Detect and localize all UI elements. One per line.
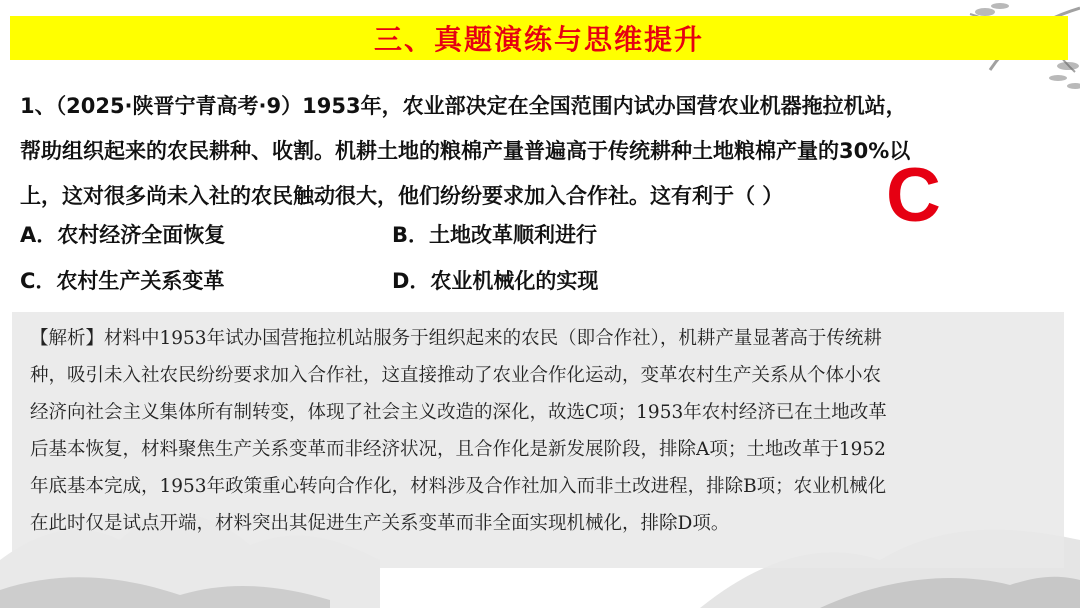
option-d: D．农业机械化的实现 (392, 269, 599, 293)
question-line: 帮助组织起来的农民耕种、收割。机耕土地的粮棉产量普遍高于传统耕种土地粮棉产量的30%以 (20, 139, 911, 163)
analysis-line: 后基本恢复，材料聚焦生产关系变革而非经济状况，且合作化是新发展阶段，排除A项；土地改革于1952 (30, 439, 886, 460)
option-c: C．农村生产关系变革 (20, 269, 225, 293)
option-b: B．土地改革顺利进行 (392, 223, 598, 247)
section-title: 三、真题演练与思维提升 (373, 23, 704, 56)
analysis-text (30, 320, 1060, 542)
option-a: A．农村经济全面恢复 (20, 223, 226, 247)
answer-letter: C (886, 153, 941, 238)
analysis-line: 种，吸引未入社农民纷纷要求加入合作社，这直接推动了农业合作化运动，变革农村生产关系从个体小农 (30, 365, 882, 386)
analysis-panel (12, 312, 1064, 568)
question-line: 1、（2025·陕晋宁青高考·9）1953年，农业部决定在全国范围内试办国营农业机器拖拉机站， (20, 94, 907, 118)
section-title-bar (10, 16, 1068, 60)
analysis-line: 年底基本完成，1953年政策重心转向合作化，材料涉及合作社加入而非土改进程，排除B项；农业机械化 (30, 476, 887, 497)
analysis-line: 经济向社会主义集体所有制转变，体现了社会主义改造的深化，故选C项；1953年农村经济已在土地改革 (30, 402, 887, 423)
question-line: 上，这对很多尚未入社的农民触动很大，他们纷纷要求加入合作社。这有利于（ ） (20, 184, 784, 208)
analysis-line: 【解析】材料中1953年试办国营拖拉机站服务于组织起来的农民（即合作社），机耕产量显著高于传统耕 (30, 328, 882, 349)
analysis-line: 在此时仅是试点开端，材料突出其促进生产关系变革而非全面实现机械化，排除D项。 (30, 513, 730, 534)
